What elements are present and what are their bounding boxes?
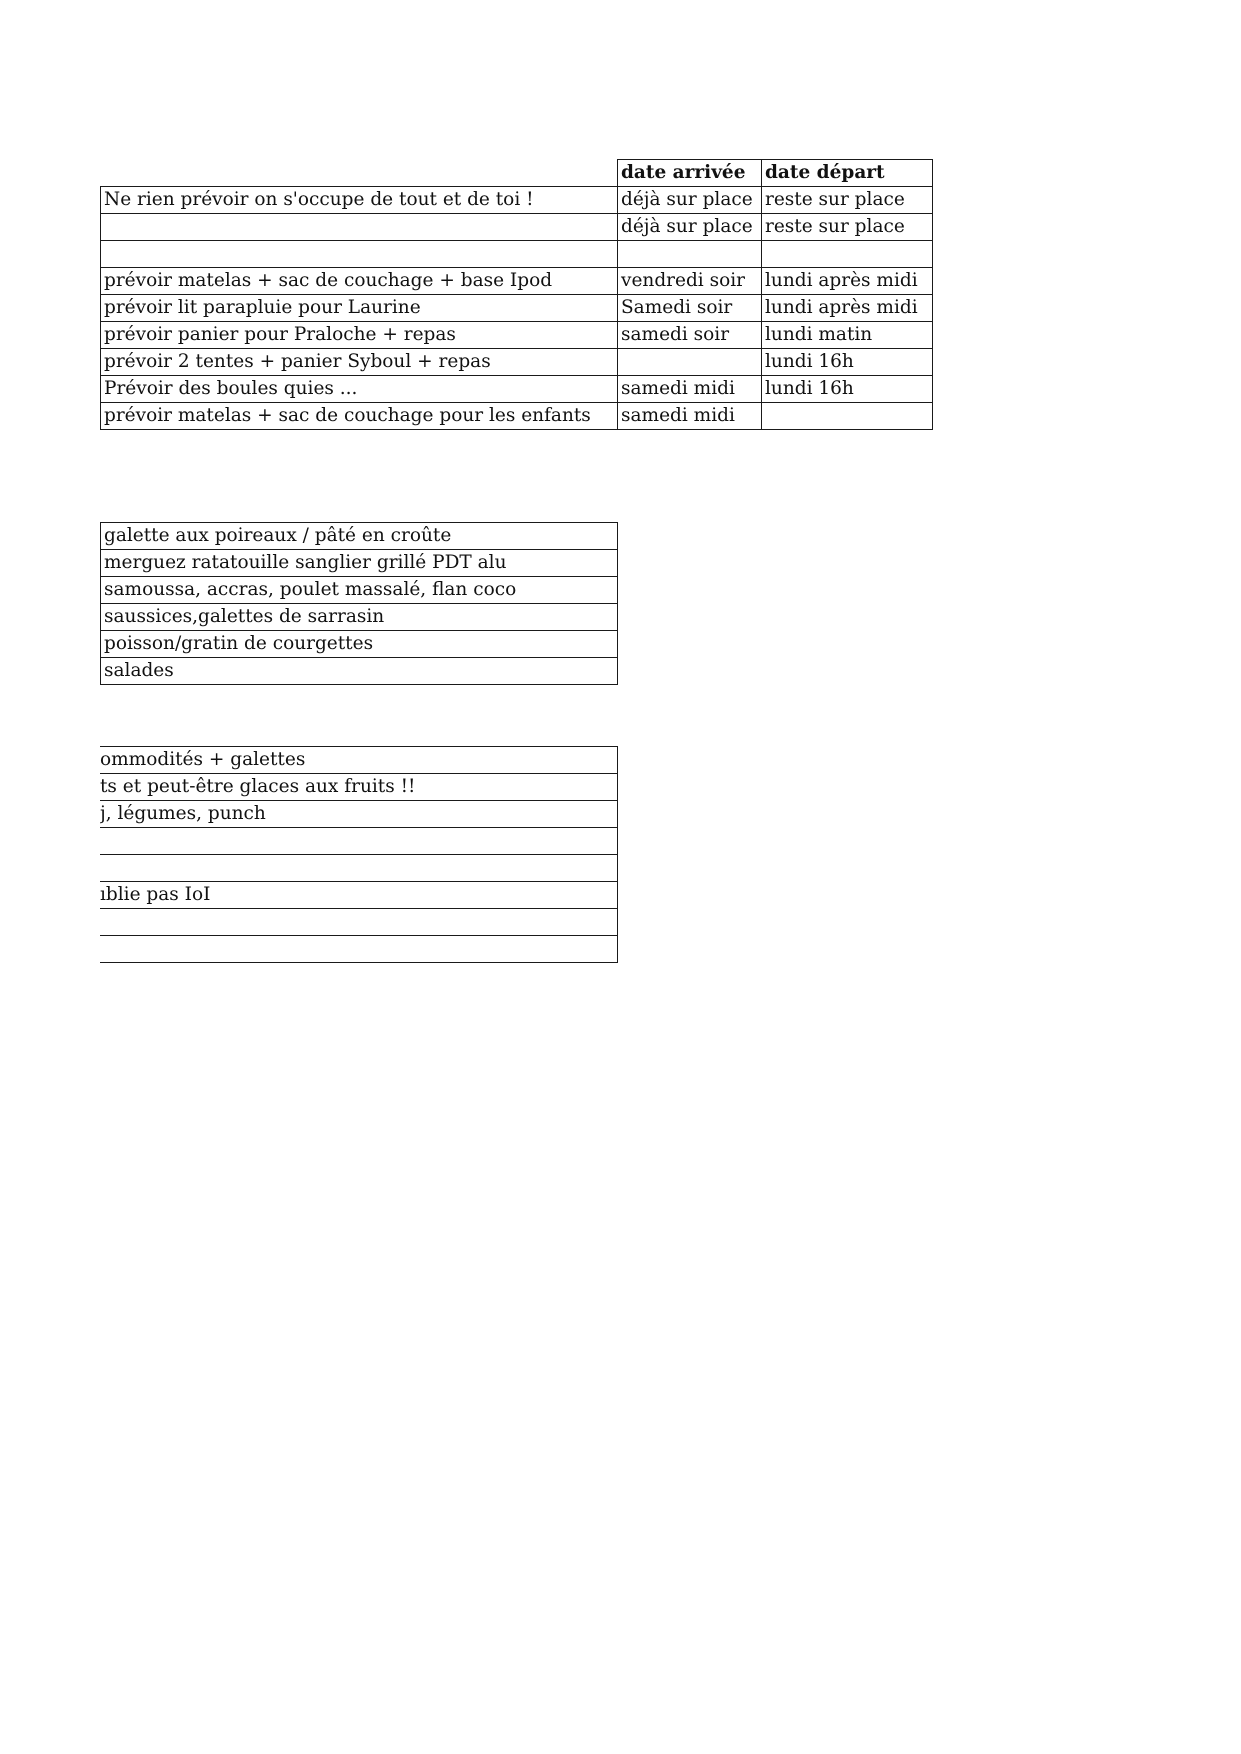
note-cell	[101, 241, 618, 268]
table-row	[100, 855, 617, 882]
table-row	[101, 550, 618, 577]
table-row	[101, 604, 618, 631]
note-cell: prévoir matelas + sac de couchage + base Ipod	[101, 268, 618, 295]
table-row	[100, 936, 617, 963]
note-cell	[101, 214, 618, 241]
contribution-cell: ıblie pas IoI	[100, 882, 617, 909]
arrival-cell: vendredi soir	[618, 268, 762, 295]
contribution-cell: j, légumes, punch	[100, 801, 617, 828]
departure-cell	[762, 241, 933, 268]
table-row	[101, 631, 618, 658]
table-row	[101, 376, 933, 403]
menu-cell: poisson/gratin de courgettes	[101, 631, 618, 658]
note-cell: prévoir matelas + sac de couchage pour les enfants	[101, 403, 618, 430]
contribution-cell	[100, 828, 617, 855]
departure-cell: lundi 16h	[762, 349, 933, 376]
header-departure-date: date départ	[762, 160, 933, 187]
arrival-cell: déjà sur place	[618, 187, 762, 214]
menu-cell: salades	[101, 658, 618, 685]
menu-cell: samoussa, accras, poulet massalé, flan coco	[101, 577, 618, 604]
contribution-cell	[100, 909, 617, 936]
table-row	[100, 774, 617, 801]
arrival-cell: samedi midi	[618, 376, 762, 403]
note-cell: prévoir panier pour Praloche + repas	[101, 322, 618, 349]
departure-cell: reste sur place	[762, 187, 933, 214]
header-arrival-date: date arrivée	[618, 160, 762, 187]
table-row	[101, 295, 933, 322]
header-cell-empty	[101, 160, 618, 187]
table-row	[101, 322, 933, 349]
note-cell: prévoir lit parapluie pour Laurine	[101, 295, 618, 322]
table-row	[101, 214, 933, 241]
table-row	[101, 523, 618, 550]
contribution-cell: ommodités + galettes	[100, 747, 617, 774]
menu-cell: galette aux poireaux / pâté en croûte	[101, 523, 618, 550]
note-cell: Prévoir des boules quies ...	[101, 376, 618, 403]
contributions-table	[100, 746, 618, 963]
table-row	[101, 403, 933, 430]
table-row	[101, 658, 618, 685]
departure-cell: lundi après midi	[762, 268, 933, 295]
guests-table	[100, 159, 933, 430]
table-row	[100, 801, 617, 828]
departure-cell	[762, 403, 933, 430]
departure-cell: reste sur place	[762, 214, 933, 241]
departure-cell: lundi matin	[762, 322, 933, 349]
arrival-cell: déjà sur place	[618, 214, 762, 241]
arrival-cell: samedi soir	[618, 322, 762, 349]
table-row	[101, 577, 618, 604]
table-row	[101, 268, 933, 295]
menu-table	[100, 522, 618, 685]
header-row	[101, 160, 933, 187]
table-row	[100, 909, 617, 936]
table-row	[100, 882, 617, 909]
arrival-cell: samedi midi	[618, 403, 762, 430]
table-row	[101, 349, 933, 376]
table-row	[100, 747, 617, 774]
contribution-cell	[100, 855, 617, 882]
table-row	[101, 187, 933, 214]
note-cell: Ne rien prévoir on s'occupe de tout et de toi !	[101, 187, 618, 214]
arrival-cell	[618, 241, 762, 268]
arrival-cell: Samedi soir	[618, 295, 762, 322]
note-cell: prévoir 2 tentes + panier Syboul + repas	[101, 349, 618, 376]
menu-cell: saussices,galettes de sarrasin	[101, 604, 618, 631]
arrival-cell	[618, 349, 762, 376]
table-row	[100, 828, 617, 855]
contribution-cell: ts et peut-être glaces aux fruits !!	[100, 774, 617, 801]
departure-cell: lundi après midi	[762, 295, 933, 322]
departure-cell: lundi 16h	[762, 376, 933, 403]
contribution-cell	[100, 936, 617, 963]
table-row	[101, 241, 933, 268]
menu-cell: merguez ratatouille sanglier grillé PDT alu	[101, 550, 618, 577]
